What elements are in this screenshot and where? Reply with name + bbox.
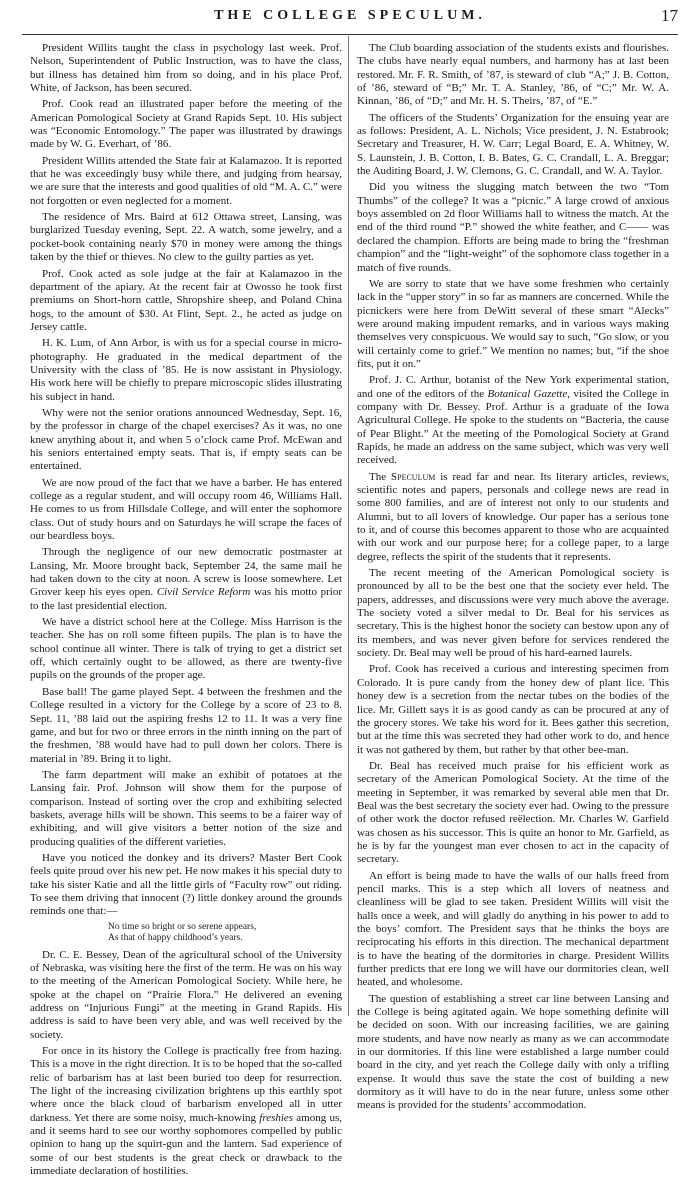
paragraph-text: The: [369, 470, 391, 483]
news-paragraph: [30, 98, 342, 151]
news-paragraph: [357, 181, 669, 274]
running-header: [0, 6, 700, 30]
paragraph-text: President Willits taught the class in psychology last week. Prof. Nelson, Superintendent of Public Instruction, was to have the class, but illness has detained him from so doing, and in his place Prof. White, of Jackson, has been secured.: [30, 42, 342, 95]
right-column: [357, 42, 669, 1116]
paragraph-text: Prof. Cook has received a curious and interesting specimen from Colorado. It is pure candy from the honey dew of plant lice. This honey dew is a secretion from the nectar tubes on the bodies of the lice. Mr. Gillett says it is as good candy as can be procured at any of the grocery stores. We take his word for it. Bees gather this secretion, but at the time this was secreted they had other work to do, and hence it was not gathered by them, but rather by that other bee-man.: [357, 663, 669, 756]
news-paragraph: [30, 407, 342, 474]
news-paragraph: [30, 337, 342, 404]
paragraph-text: Prof. J. C. Arthur, botanist of the New York experimental station, and one of the editors of the: [357, 374, 669, 400]
italic-text: Botanical Gazette: [487, 387, 568, 400]
news-paragraph: [357, 374, 669, 467]
news-paragraph: [30, 211, 342, 264]
poem-quote: [30, 922, 342, 945]
news-paragraph: [357, 993, 669, 1113]
poem-line: No time so bright or so serene appears,: [108, 921, 257, 932]
paragraph-text: President Willits attended the State fair at Kalamazoo. It is reported that he was exceedingly busy while there, and judging from hearsay, we are sure that the interests and good qualities of old “M. A. C.” were not forgotten or even neglected for a moment.: [30, 154, 342, 207]
small-caps-text: Speculum: [391, 470, 436, 483]
paragraph-text: H. K. Lum, of Ann Arbor, is with us for a special course in micro-photography. He graduated in the medical department of the University with the class of ’85. He is now assistant in Physiology. His work here will be chiefly to prepare microscopic slides illustrating his subject in hand.: [30, 337, 342, 403]
news-paragraph: [30, 616, 342, 683]
paragraph-text: The Club boarding association of the students exists and flourishes. The clubs have nearly equal numbers, and harmony has at last been restored. Mr. F. R. Smith, of ’87, is steward of club “A;” J. B. Cotton, of ’86, steward of “B;” Mr. T. A. Stanley, ’86, of “C;” Mr. W. A. Kinnan, ’86, of “D;” and Mr. H. S. Theirs, ’87, of “E.”: [357, 42, 669, 108]
news-paragraph: [30, 686, 342, 766]
news-paragraph: [30, 268, 342, 335]
news-paragraph: [357, 112, 669, 179]
paragraph-text: The residence of Mrs. Baird at 612 Ottawa street, Lansing, was burglarized Tuesday evening, Sept. 22. A watch, some jewelry, and a pocket-book containing nearly $70 in money were among the things taken by the thief or thieves. No clew to the guilty parties as yet.: [30, 211, 342, 264]
news-paragraph: [30, 546, 342, 613]
column-divider: [348, 36, 349, 1016]
paragraph-text: Through the negligence of our new democratic postmaster at Lansing, Mr. Moore brought back, September 24, the same mail he had taken down to the city at noon. A screw is loose somewhere. Let Grover keep his eyes open.: [30, 546, 342, 599]
journal-title: THE COLLEGE SPECULUM.: [214, 8, 486, 23]
paragraph-text: was his motto prior to the last presidential election.: [30, 586, 343, 612]
right-paragraphs: [357, 42, 669, 1113]
page-number: 17: [661, 6, 678, 25]
news-paragraph: [357, 663, 669, 756]
news-paragraph: [357, 278, 669, 371]
poem-line: As that of happy childhood’s years.: [108, 933, 243, 944]
italic-text: freshies: [259, 1111, 294, 1124]
paragraph-text: For once in its history the College is practically free from hazing. This is a move in the right direction. It is to be hoped that the so-called relic of barbarism has at last been buried too deep for resurrection. The light of the increasing civilization brightens up this earthly spot where once the black cloud of barbarism enveloped all in utter darkness. Yet there are some noisy, much-knowing: [30, 1045, 342, 1124]
left-paragraphs: [30, 42, 342, 919]
news-paragraph: [30, 42, 342, 95]
paragraph-text: Did you witness the slugging match between the two “Tom Thumbs” of the college? It was a “picnic.” A large crowd of anxious boys assembled on 2d floor Williams hall to witness the match. At the end of the third round “P.” showed the white feather, and C—— was declared the champion. Efforts are being made to bring the “freshman champion” and the “light-weight” of the sophomore class together in a match of five rounds.: [357, 181, 669, 274]
news-paragraph: [357, 471, 669, 564]
paragraph-text: Dr. Beal has received much praise for his efficient work as secretary of the American Pomological Society. At the time of the meeting in September, it was remarked by several able men that Dr. Beal was the best secretary the society ever had. Owing to the pressure of other work the doctor refused reëlection. Mr. Charles W. Garfield was chosen as his successor. This is quite an honor to Mr. Garfield, as he is by far the youngest man ever chosen to act in the capacity of secretary.: [357, 759, 669, 866]
paragraph-text: , visited the College in company with Dr. Bessey. Prof. Arthur is a graduate of the Iowa Agricultural College. He spoke to the students on “Bacteria, the cause of Pear Blight.” At the meeting of the Pomological Society at Grand Rapids, he made an address on the same subject, which was very well received.: [357, 387, 670, 467]
news-paragraph: [357, 760, 669, 867]
header-rule: [22, 34, 678, 35]
news-paragraph: [357, 42, 669, 109]
paragraph-text: Dr. C. E. Bessey, Dean of the agricultural school of the University of Nebraska, was visiting here the first of the term. He was on his way to the meeting of the American Pomological Society. While here, he spoke at the chapel on “Prairie Flora.” He delivered an evening address on “Injurious Fungi” at the meeting in Grand Rapids. His address is said to have been very able, and was well received by the society.: [30, 948, 342, 1041]
paragraph-text: The question of establishing a street car line between Lansing and the College is being agitated again. We hope something definite will be decided on soon. With our increasing facilities, we are gaining more students, and have now nearly as many as we can accommodate in our dormitories. If this line were established a large number could board in the city, and yet reach the College daily with only a trifling expense. It would thus save the state the cost of building a new dormitory as it will have to do in the near future, unless some other means is provided for the students’ accommodation.: [357, 992, 669, 1112]
news-paragraph: [30, 949, 342, 1042]
paragraph-text: The recent meeting of the American Pomological society is pronounced by all to be the best one that the society ever held. The papers, addresses, and discussions were very much above the average. The society voted a silver medal to Dr. Beal for his services as secretary. This is the highest honor the society can bestow upon any of its members, and was never given before for services rendered the society. Dr. Beal may well be proud of his hard-earned laurels.: [357, 567, 669, 660]
news-paragraph: [357, 567, 669, 660]
left-column: [30, 42, 342, 1182]
paragraph-text: An effort is being made to have the walls of our halls freed from pencil marks. This is a step which all lovers of neatness and cleanliness will be glad to see taken. President Willits will visit the halls once a week, and will gladly do anything in his power to add to the boys’ comfort. The President says that he thinks the boys are reciprocating his efforts in this direction. The mechanical department is to have the heating of the dormitories in charge. President Willits further predicts that ere long we will have our dormitories clean, well heated, and wholesome.: [357, 869, 669, 989]
paragraph-text: We are now proud of the fact that we have a barber. He has entered college as a regular student, and will occupy room 46, Williams Hall. He comes to us from Hillsdale College, and will enter the sophomore class. Out of study hours and on Saturdays he will scrape the faces of our beardless boys.: [30, 476, 342, 543]
news-paragraph: [30, 155, 342, 208]
paragraph-text: Why were not the senior orations announced Wednesday, Sept. 16, by the professor in charge of the chapel exercises? As it was, no one knew anything about it, and when 5 o’clock came Prof. McEwan and his seniors entertained empty seats. That is, if empty seats can be entertained.: [30, 406, 342, 473]
news-paragraph: [30, 852, 342, 919]
paragraph-text: among us, and it seems hard to see our worthy sophomores compelled by public opinion to hang up the squirt-gun and the lantern. Sad experience of some of our best students is the great check or drawback to the immediate declaration of hostilities.: [30, 1111, 342, 1178]
paragraph-text: Prof. Cook acted as sole judge at the fair at Kalamazoo in the department of the apiary. At the recent fair at Owosso he took first premiums on Short-horn cattle, Shropshire sheep, and Poland China hogs, to the amount of $30. At Flint, Sept. 2., he acted as judge on Jersey cattle.: [30, 267, 342, 333]
paragraph-text: The officers of the Students’ Organization for the ensuing year are as follows: President, A. L. Nichols; Vice president, J. N. Estabrook; Secretary and Treasurer, H. W. Carr; Legal Board, E. A. Whitney, W. S. Launstein, J. B. Cotton, I. B. Bates, G. C. Crandall, L. A. Breggar; the Auditing Board, J. W. Clemons, G. C. Crandall, and W. A. Taylor.: [357, 111, 669, 178]
news-paragraph: [357, 870, 669, 990]
paragraph-text: The farm department will make an exhibit of potatoes at the Lansing fair. Prof. Johnson will show them for the purpose of comparison. Instead of sorting over the crop and exhibiting selected baskets, average hills will be shown. This seems to be a fairer way of exhibiting, and will give visitors a better notion of the size and producing qualities of the different varieties.: [30, 768, 342, 848]
paragraph-text: We have a district school here at the College. Miss Harrison is the teacher. She has on roll some fifteen pupils. The plan is to have the school continue all winter. There is talk of trying to get a district set off, which certainly ought to be allowed, as there are twenty-five pupils on the grounds of the proper age.: [30, 616, 342, 682]
italic-text: Civil Service Reform: [156, 586, 251, 599]
paragraph-text: We are sorry to state that we have some freshmen who certainly lack in the “upper story” in so far as manners are concerned. While the picnickers were here from DeWitt several of these smart “Alecks” were around making impudent remarks, and in various ways making themselves very conspicuous. We would say to such, “Go slow, or you will certainly come to grief.” We mention no names; but, “if the shoe fits, put it on.”: [357, 277, 669, 370]
paragraph-text: is read far and near. Its literary articles, reviews, scientific notes and papers, personals and college news are read in some 800 families, and are of interest not only to our students and Alumni, but to all lovers of knowledge. Our paper has a serious tone to it, and of course this becomes apparent to those who are acquainted with our work and our purpose here; for a college paper, to a large degree, reflects the spirit of the students that it represents.: [357, 470, 670, 563]
left-paragraphs-after: [30, 949, 342, 1179]
paragraph-text: Prof. Cook read an illustrated paper before the meeting of the American Pomological Society at Grand Rapids Sept. 10. His subject was “Economic Entomology.” The paper was illustrated by drawings made by W. G. Everhart, of ’86.: [30, 98, 342, 151]
news-paragraph: [30, 477, 342, 544]
paragraph-text: Have you noticed the donkey and its drivers? Master Bert Cook feels quite proud over his new pet. He now makes it his special duty to take his sister Katie and all the little girls of “Faculty row” out riding. To see them driving that innocent (?) little donkey around the grounds reminds one that:—: [30, 851, 342, 918]
news-paragraph: [30, 1045, 342, 1178]
paragraph-text: Base ball! The game played Sept. 4 between the freshmen and the College resulted in a victory for the College by a score of 23 to 8. Sept. 11, ’88 laid out the aspiring freshs 12 to 11. It was a very fine game, and but for two or three errors in the ninth inning on the part of the freshmen, ’88 would have had to pull down her colors. There is material in ’89. Bring it to light.: [30, 685, 342, 765]
news-paragraph: [30, 769, 342, 849]
